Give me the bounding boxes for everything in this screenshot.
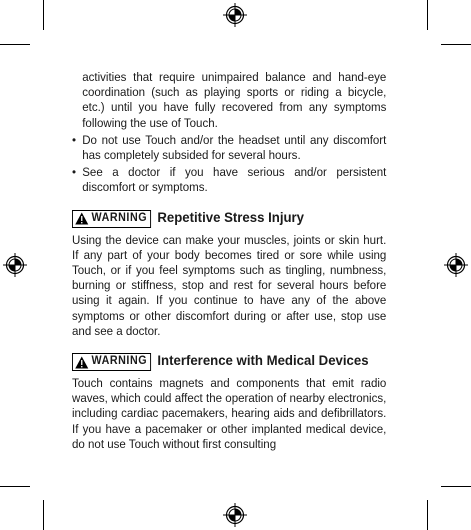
crop-mark-top-left-h — [0, 44, 30, 45]
warning-triangle-icon — [75, 356, 89, 369]
section-heading — [72, 353, 386, 371]
warning-triangle-icon — [75, 212, 89, 225]
bullet-text: See a doctor if you have serious and/or persistent discomfort or symptoms. — [82, 165, 387, 195]
registration-mark-icon — [223, 503, 247, 527]
crop-mark-top-right-v — [427, 0, 428, 30]
list-item — [72, 133, 386, 163]
section-title: Interference with Medical Devices — [157, 353, 369, 370]
document-body — [72, 70, 386, 452]
crop-mark-top-left-v — [43, 0, 44, 30]
continuation-paragraph: activities that require unimpaired balance and hand-eye coordination (such as playing sports or riding a bicycle, etc.) until you have fully recovered from any symptoms following the use of Touch. — [82, 70, 387, 130]
warning-badge — [72, 353, 151, 371]
section-title: Repetitive Stress Injury — [157, 210, 305, 227]
crop-mark-bottom-right-v — [427, 500, 428, 530]
registration-mark-icon — [223, 3, 247, 27]
warning-badge-label: WARNING — [91, 355, 148, 368]
list-item — [72, 165, 386, 195]
crop-mark-bottom-right-h — [441, 486, 471, 487]
crop-mark-bottom-left-v — [43, 500, 44, 530]
section-body: Using the device can make your muscles, joints or skin hurt. If any part of your body becomes tired or sore while using Touch, or if you feel symptoms such as tingling, numbness, burning or stiffness, stop and rest for several hours before using it again. If you continue to have any of the above symptoms or other discomfort during or after use, stop use and see a doctor. — [72, 232, 387, 338]
bullet-glyph: • — [72, 132, 77, 147]
warning-badge-label: WARNING — [91, 212, 148, 225]
bullet-list — [72, 133, 386, 196]
bullet-text: Do not use Touch and/or the headset until any discomfort has completely subsided for several hours. — [82, 132, 387, 163]
crop-mark-top-right-h — [441, 44, 471, 45]
section-body: Touch contains magnets and components that emit radio waves, which could affect the operation of nearby electronics, including cardiac pacemakers, hearing aids and defibrillators. If you have a pacemaker or other implanted medical device, do not use Touch without first consulting — [72, 376, 387, 451]
registration-mark-icon — [444, 253, 468, 277]
crop-mark-bottom-left-h — [0, 486, 30, 487]
registration-mark-icon — [3, 253, 27, 277]
section-heading — [72, 210, 386, 228]
bullet-glyph: • — [72, 165, 77, 180]
warning-badge — [72, 210, 151, 228]
